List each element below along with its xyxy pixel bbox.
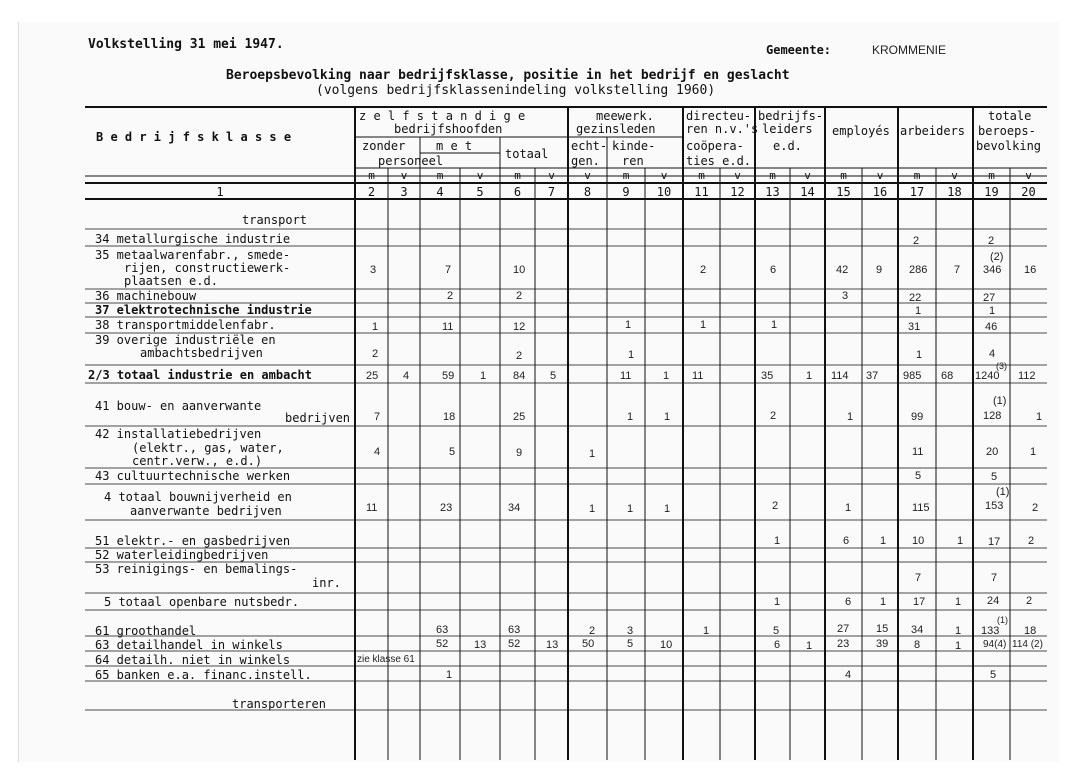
cell-value: 1240 [975,370,1000,382]
cell-value: 7 [991,572,998,584]
row-label-4: 4 totaal bouwnijverheid en [104,490,292,504]
cell-value: 4 [403,370,410,382]
cell-value: 1 [989,305,996,317]
row-label-51: 51 elektr.- en gasbedrijven [95,534,291,548]
sex-cell: v [734,169,741,182]
cell-value: 63 [508,624,521,636]
row-label-53: 53 reinigings- en bemalings- [95,562,298,576]
cell-value: 99 [911,411,924,423]
col-number: 5 [476,185,484,199]
row-label-64: 64 detailh. niet in winkels [95,653,291,667]
cell-value: 114 (2) [1012,639,1043,650]
col-head-bedrijfsleiders: bedrijfs- [758,109,824,123]
row-label-43: 43 cultuurtechnische werken [95,469,291,483]
sex-cell: v [876,169,884,182]
sex-cell: m [698,169,705,182]
cell-value: 2 [700,264,707,276]
cell-value: 10 [912,535,925,547]
cell-value: 16 [1024,264,1037,276]
cell-value: 1 [627,411,634,423]
cell-value: 1 [957,535,964,547]
cell-value: 39 [876,638,889,650]
col-number: 1 [216,185,224,199]
row-label-35b: rijen, constructiewerk- [124,261,291,275]
cell-value: 84 [513,370,526,382]
cell-value: 23 [440,502,453,514]
row-label-61: 61 groothandel [95,624,197,638]
cell-value: 5 [990,669,997,681]
col-number: 7 [547,185,556,199]
cell-value: 1 [446,669,453,681]
cell-value: 3 [842,290,849,302]
cell-value: 1 [1030,446,1037,458]
cell-value: 6 [774,639,781,651]
cell-value: 10 [513,264,526,276]
cell-value: 4 [989,348,996,360]
col-number: 9 [622,185,630,199]
cell-value: 133 [981,625,1000,637]
sex-cell: m [622,169,630,182]
cell-value: 17 [913,596,926,608]
col-head-cooperaties-ed: ties e.d. [686,154,752,168]
table-subtitle: (volgens bedrijfsklassenindeling volkstelling 1960) [316,83,716,98]
cell-value: 1 [1036,411,1043,423]
sex-cell: v [804,169,811,182]
cell-value: 2 [372,348,379,360]
cell-value: 1 [955,625,962,637]
cell-value: 1 [915,305,922,317]
cell-value: 1 [627,503,634,515]
cell-value: 1 [847,411,854,423]
row-label-35c: plaatsen e.d. [124,274,218,288]
col-head-zelfstandige: z e l f s t a n d i g e [359,109,526,123]
cell-value: 5 [773,625,780,637]
cell-value: 1 [774,596,781,608]
cell-value: 1 [664,503,671,515]
cell-value: 128 [983,410,1002,422]
sex-cell: m [913,169,921,182]
sex-cell: v [548,169,555,182]
cell-value: 112 [1018,370,1036,382]
cell-value: 6 [845,596,852,608]
cell-value: 2 [447,290,454,302]
cell-value: 2 [770,410,777,422]
cell-note: (2) [990,251,1004,263]
cell-value: 37 [866,370,879,382]
row-label-63: 63 detailhandel in winkels [95,638,283,652]
row-label-5: 5 totaal openbare nutsbedr. [104,595,300,609]
cell-value: 2 [988,235,995,247]
cell-value: 25 [366,370,379,382]
col-head-met: m e t [436,139,473,153]
row-label-52: 52 waterleidingbedrijven [95,548,269,562]
cell-value: 7 [374,411,381,423]
cell-value: 18 [443,411,456,423]
cell-value: 346 [983,264,1002,276]
row-label-41b: bedrijven [285,411,351,425]
cell-value: 1 [664,411,671,423]
row-label-2-3: 2/3 totaal industrie en ambacht [88,368,312,382]
col-number: 14 [800,185,815,199]
sex-cell: v [660,169,668,182]
cell-value: 3 [370,264,377,276]
cell-value: 5 [991,471,998,483]
sex-cell: m [840,169,847,182]
cell-value: 10 [660,639,673,651]
cell-value: 985 [903,370,922,382]
cell-value: 1 [372,321,379,333]
cell-value: 4 [845,669,852,681]
cell-value: 17 [988,536,1001,548]
row-label-4b: aanverwante bedrijven [130,504,282,518]
cell-value: 1 [955,596,962,608]
col-head-meewerk: meewerk. [596,109,654,123]
cell-value: 11 [442,321,454,333]
cell-value: 22 [909,292,922,304]
cell-value: 59 [442,370,455,382]
col-number: 10 [656,185,672,199]
col-number: 15 [836,185,851,199]
row-label-42: 42 installatiebedrijven [95,427,262,441]
sex-cell: v [476,169,484,182]
cell-value: 50 [582,638,595,650]
row-label-39: 39 overige industriële en [95,333,276,347]
cell-note-see-class: zie klasse 61 [357,654,415,665]
col-head-leiders: leiders [762,122,813,136]
row-label-37: 37 elektrotechnische industrie [95,303,312,317]
col-number: 19 [984,185,999,199]
col-number: 13 [765,185,780,199]
cell-value: 34 [911,624,924,636]
cell-value: 7 [445,264,452,276]
sex-cell: v [951,169,958,182]
cell-value: 1 [589,448,596,460]
col-head-totaal: totaal [505,147,549,161]
sex-cell: m [988,169,995,182]
cell-value: 5 [627,638,634,650]
col-head-echtgen: gen. [571,154,600,168]
sex-cell: v [1025,169,1032,182]
col-head-bedrijfsklasse: B e d r i j f s k l a s s e [96,130,292,144]
cell-value: 9 [876,264,883,276]
cell-value: 6 [843,535,850,547]
col-head-arbeiders: arbeiders [900,124,966,138]
cell-value: 31 [908,321,921,333]
col-head-employes: employés [832,124,890,138]
col-number: 20 [1021,185,1036,199]
cell-value: 15 [876,623,889,635]
col-head-directeuren: directeu- [686,109,752,123]
col-head-cooperaties: coöpera- [686,139,744,153]
col-head-kinde: kinde- [612,139,656,153]
col-number: 8 [583,185,592,199]
col-number: 6 [513,185,522,199]
cell-value: 9 [516,447,523,459]
cell-note: (3) [996,361,1007,371]
row-label-34: 34 metallurgische industrie [95,232,291,246]
col-number: 11 [694,185,709,199]
cell-value: 52 [436,638,449,650]
cell-value: 5 [915,470,922,482]
cell-value: 13 [474,639,487,651]
row-label-53b: inr. [312,576,341,590]
sex-cell: m [514,169,521,182]
col-head-bevolking: bevolking [976,139,1042,153]
cell-note: (1) [996,486,1010,498]
cell-value: 1 [806,640,813,652]
cell-value: 1 [628,349,635,361]
cell-note: (1) [993,395,1007,407]
col-number: 4 [436,185,444,199]
cell-value: 18 [1024,625,1037,637]
col-head-totale: totale [988,109,1032,123]
cell-value: 63 [436,624,449,636]
cell-value: 1 [916,349,923,361]
col-number: 18 [947,185,962,199]
cell-value: 1 [625,319,632,331]
cell-value: 94(4) [983,639,1007,650]
cell-value: 4 [374,446,381,458]
cell-value: 13 [546,639,559,651]
cell-value: 34 [508,502,521,514]
row-label-65: 65 banken e.a. financ.instell. [95,668,312,682]
cell-value: 1 [880,596,887,608]
cell-value: 2 [1032,502,1039,514]
cell-value: 2 [1028,535,1035,547]
cell-value: 6 [770,264,777,276]
cell-value: 11 [912,446,924,458]
cell-value: 27 [837,623,850,635]
row-label-transport: transport [242,213,308,227]
municipality-name: KROMMENIE [872,43,947,57]
row-label-38: 38 transportmiddelenfabr. [95,318,276,332]
cell-value: 1 [700,319,707,331]
cell-value: 114 [831,370,849,382]
cell-value: 1 [880,535,887,547]
cell-value: 7 [954,264,961,276]
col-number: 16 [872,185,888,199]
cell-value: 35 [761,370,774,382]
cell-value: 1 [480,370,487,382]
cell-value: 24 [987,595,1000,607]
col-head-directeuren-nv: ren n.v.'s [686,122,759,136]
col-head-beroeps: beroeps- [978,124,1036,138]
cell-value: 12 [513,321,526,333]
row-label-42b: (elektr., gas, water, [132,441,284,455]
cell-value: 3 [627,625,634,637]
cell-value: 25 [513,411,526,423]
cell-value: 5 [449,446,456,458]
cell-value: 1 [589,503,596,515]
row-label-39b: ambachtsbedrijven [140,346,263,360]
sex-cell: v [400,169,408,182]
cell-value: 7 [915,572,922,584]
cell-value: 46 [985,321,998,333]
sex-cell: v [584,169,591,182]
cell-value: 2 [516,350,523,362]
col-head-echt: echt- [571,139,608,153]
cell-value: 42 [836,264,849,276]
col-head-leiders-ed: e.d. [773,139,802,153]
col-number: 2 [367,185,376,199]
col-number: 12 [730,185,745,199]
cell-value: 1 [771,319,778,331]
col-number: 3 [400,185,408,199]
cell-value: 52 [508,638,521,650]
sex-cell: m [436,169,444,182]
cell-value: 1 [663,370,670,382]
cell-value: 8 [914,639,921,651]
cell-value: 20 [986,446,999,458]
row-label-transporteren: transporteren [232,697,326,711]
col-number: 17 [909,185,925,199]
cell-value: 1 [955,640,962,652]
sex-cell: m [368,169,375,182]
cell-value: 2 [1026,595,1033,607]
cell-value: 27 [983,292,996,304]
cell-value: 1 [845,502,852,514]
cell-note: (1) [997,615,1008,625]
table-title: Beroepsbevolking naar bedrijfsklasse, positie in het bedrijf en geslacht [226,68,790,83]
cell-value: 1 [703,625,710,637]
cell-value: 1 [774,535,781,547]
cell-value: 23 [837,638,850,650]
cell-value: 5 [550,370,557,382]
sex-cell: m [769,169,776,182]
cell-value: 115 [912,502,930,514]
cell-value: 286 [909,264,928,276]
census-date: Volkstelling 31 mei 1947. [88,37,284,52]
col-head-personeel: personeel [378,154,444,168]
cell-value: 153 [985,500,1004,512]
cell-value: 11 [620,370,632,382]
cell-value: 11 [366,502,378,514]
row-label-41: 41 bouw- en aanverwante [95,399,262,413]
cell-value: 11 [692,370,704,382]
row-label-35: 35 metaalwarenfabr., smede- [95,248,291,262]
row-label-36: 36 machinebouw [95,289,197,303]
row-label-42c: centr.verw., e.d.) [132,454,263,468]
cell-value: 2 [772,500,779,512]
cell-value: 2 [589,625,596,637]
cell-value: 1 [806,370,813,382]
cell-value: 2 [913,235,920,247]
col-head-kinderen: ren [622,154,644,168]
cell-value: 68 [941,370,954,382]
col-head-gezinsleden: gezinsleden [576,122,656,136]
municipality-label: Gemeente: [766,43,832,57]
col-head-bedrijfshoofden: bedrijfshoofden [394,122,503,136]
cell-value: 2 [516,290,523,302]
col-head-zonder: zonder [362,139,406,153]
